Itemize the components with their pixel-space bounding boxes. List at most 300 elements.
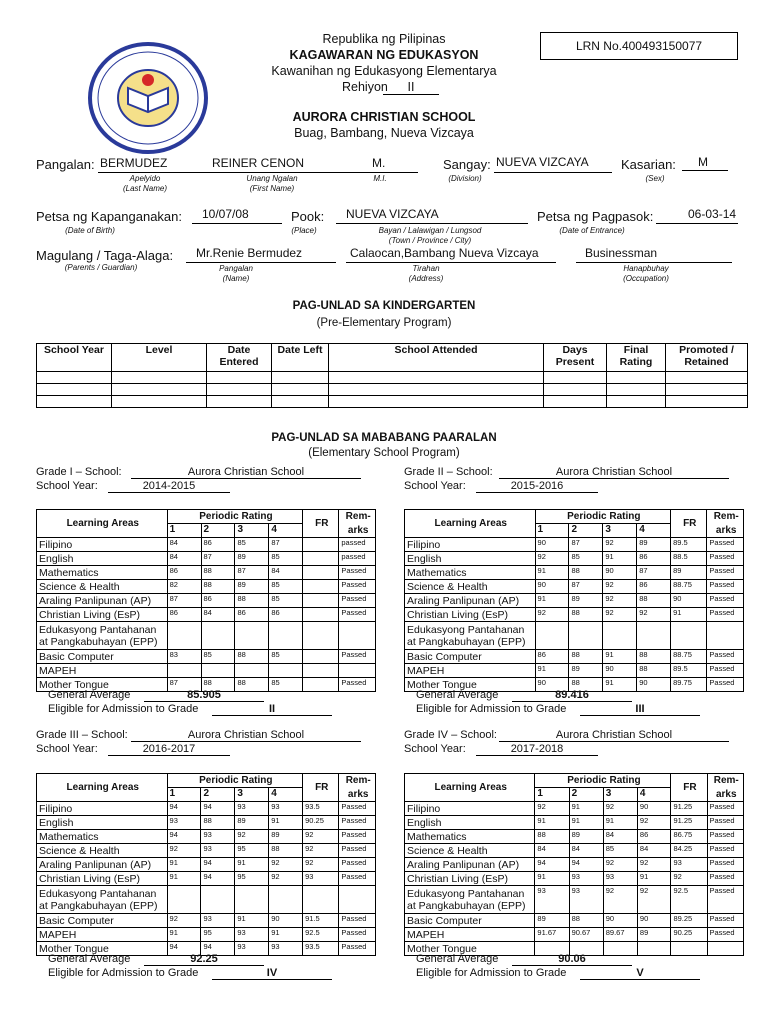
mi-sub: M.I. <box>373 174 387 183</box>
quarter-grade: 88 <box>235 678 269 692</box>
quarter-grade: 84 <box>201 608 235 622</box>
quarter-grade: 88 <box>637 664 671 678</box>
quarter-grade <box>201 664 235 678</box>
remarks-value: Passed <box>339 914 376 928</box>
table-row <box>405 552 744 566</box>
final-rating <box>303 580 339 594</box>
learning-area-cell <box>405 928 535 942</box>
quarter-grade: 90 <box>535 538 569 552</box>
remarks-value: Passed <box>707 816 744 830</box>
quarter-grade: 92 <box>603 580 637 594</box>
quarter-grade: 87 <box>569 580 603 594</box>
table-row <box>37 580 376 594</box>
final-rating: 92 <box>303 830 339 844</box>
remarks-value: Passed <box>707 678 744 692</box>
quarter-grade: 89 <box>235 552 269 566</box>
eligible-grade-value: III <box>580 703 700 716</box>
final-rating: 86.75 <box>671 830 707 844</box>
remarks-value: Passed <box>339 608 376 622</box>
table-row <box>37 608 376 622</box>
kinder-col-days-present: Days Present <box>544 344 607 372</box>
quarter-grade: 92 <box>235 830 269 844</box>
q3-header: 3 <box>235 788 269 802</box>
quarter-grade: 86 <box>637 552 671 566</box>
learning-area-name: Science & Health <box>407 844 488 857</box>
place-sub: (Place) <box>291 226 317 235</box>
eligible-grade-value: V <box>580 967 700 980</box>
elementary-title: PAG-UNLAD SA MABABANG PAARALAN <box>271 432 497 444</box>
quarter-grade: 88 <box>569 678 603 692</box>
final-rating: 90.25 <box>671 928 707 942</box>
quarter-grade <box>235 622 269 650</box>
learning-area-name: Filipino <box>407 802 441 815</box>
last-name-sub: Apelyido <box>129 174 161 183</box>
grade-rating-table <box>404 773 744 956</box>
table-row <box>37 622 376 650</box>
school-year-value: 2016-2017 <box>108 743 230 756</box>
learning-area-name: Science & Health <box>407 580 488 593</box>
eligible-label: Eligible for Admission to Grade <box>48 967 199 979</box>
remarks-header: Rem- <box>707 510 744 524</box>
table-row <box>405 580 744 594</box>
learning-area-cell <box>37 608 168 622</box>
quarter-grade: 91 <box>269 928 303 942</box>
quarter-grade <box>235 886 269 914</box>
q3-header: 3 <box>603 524 637 538</box>
grade-school-value: Aurora Christian School <box>499 729 729 742</box>
quarter-grade: 88 <box>269 844 303 858</box>
learning-area-name: English <box>39 816 74 829</box>
final-rating: 90 <box>671 594 707 608</box>
learning-area-cell <box>405 594 536 608</box>
quarter-grade: 91 <box>603 552 637 566</box>
learning-area-name: Edukasyong Pantahanan <box>407 887 525 900</box>
quarter-grade: 95 <box>201 928 235 942</box>
final-rating <box>303 664 339 678</box>
quarter-grade <box>235 664 269 678</box>
remarks-value: Passed <box>339 816 376 830</box>
learning-area-name: Basic Computer <box>39 650 114 663</box>
learning-area-cell <box>37 816 168 830</box>
quarter-grade: 89 <box>269 830 303 844</box>
quarter-grade: 92 <box>603 594 637 608</box>
q2-header: 2 <box>569 788 603 802</box>
final-rating: 88.5 <box>671 552 707 566</box>
quarter-grade: 86 <box>167 566 201 580</box>
first-name-sub: Unang Ngalan <box>246 174 298 183</box>
learning-area-name: Mother Tongue <box>407 678 477 691</box>
quarter-grade: 90 <box>603 664 637 678</box>
learning-area-cell <box>405 844 535 858</box>
learning-area-name: Mathematics <box>407 830 467 843</box>
final-rating: 89.75 <box>671 678 707 692</box>
quarter-grade: 86 <box>235 608 269 622</box>
quarter-grade: 88 <box>201 566 235 580</box>
quarter-grade: 85 <box>235 538 269 552</box>
quarter-grade <box>535 622 569 650</box>
fr-header: FR <box>671 774 707 802</box>
department-heading: KAGAWARAN NG EDUKASYON <box>289 48 479 62</box>
quarter-grade: 87 <box>167 594 201 608</box>
remarks-value: Passed <box>339 580 376 594</box>
quarter-grade: 92 <box>269 858 303 872</box>
school-year-value: 2014-2015 <box>108 480 230 493</box>
quarter-grade <box>269 622 303 650</box>
parent-name-sub2: (Name) <box>222 274 250 283</box>
remarks-value: Passed <box>707 858 744 872</box>
remarks-value: Passed <box>707 886 744 914</box>
quarter-grade <box>201 622 235 650</box>
learning-area-cell <box>37 622 168 650</box>
final-rating: 91.25 <box>671 802 707 816</box>
quarter-grade: 94 <box>167 830 201 844</box>
first-name-value: REINER CENON <box>212 156 305 170</box>
final-rating: 89.5 <box>671 664 707 678</box>
q1-header: 1 <box>167 788 201 802</box>
q1-header: 1 <box>167 524 201 538</box>
quarter-grade: 89 <box>569 664 603 678</box>
quarter-grade <box>637 622 671 650</box>
periodic-rating-header: Periodic Rating <box>167 510 303 524</box>
final-rating: 93 <box>671 858 707 872</box>
remarks-value: Passed <box>339 844 376 858</box>
school-year-label: School Year: <box>36 480 98 492</box>
final-rating: 88.75 <box>671 580 707 594</box>
learning-area-name: Science & Health <box>39 844 120 857</box>
q3-header: 3 <box>603 788 637 802</box>
table-row <box>405 816 744 830</box>
remarks-value <box>339 664 376 678</box>
table-row <box>37 844 376 858</box>
learning-area-cell <box>405 608 536 622</box>
quarter-grade: 87 <box>167 678 201 692</box>
learning-area-name: Science & Health <box>39 580 120 593</box>
final-rating: 91 <box>671 608 707 622</box>
quarter-grade: 84 <box>637 844 671 858</box>
quarter-grade: 88 <box>235 594 269 608</box>
final-rating <box>303 594 339 608</box>
quarter-grade: 84 <box>569 844 603 858</box>
remarks-header-2: arks <box>339 788 376 802</box>
kinder-col-school-attended: School Attended <box>329 344 544 372</box>
table-row <box>37 664 376 678</box>
quarter-grade: 94 <box>201 942 235 956</box>
entrance-value: 06-03-14 <box>688 207 737 221</box>
quarter-grade: 91 <box>535 816 569 830</box>
quarter-grade: 91 <box>167 858 201 872</box>
region-value: II <box>383 80 439 95</box>
table-row <box>37 816 376 830</box>
school-year-value: 2015-2016 <box>476 480 598 493</box>
quarter-grade: 84 <box>269 566 303 580</box>
table-row <box>37 552 376 566</box>
dob-value: 10/07/08 <box>202 207 249 221</box>
quarter-grade: 92 <box>637 816 671 830</box>
remarks-value: Passed <box>707 872 744 886</box>
school-year-label: School Year: <box>404 480 466 492</box>
school-name-heading: AURORA CHRISTIAN SCHOOL <box>292 110 476 124</box>
learning-areas-header: Learning Areas <box>37 510 168 538</box>
remarks-value: Passed <box>707 914 744 928</box>
general-average-label: General Average <box>48 953 131 965</box>
learning-area-name: Araling Panlipunan (AP) <box>407 594 520 607</box>
quarter-grade: 84 <box>167 552 201 566</box>
learning-area-cell <box>405 830 535 844</box>
quarter-grade: 85 <box>269 594 303 608</box>
quarter-grade: 88 <box>637 594 671 608</box>
quarter-grade: 89 <box>637 538 671 552</box>
final-rating: 89 <box>671 566 707 580</box>
table-row <box>37 858 376 872</box>
quarter-grade: 87 <box>201 552 235 566</box>
quarter-grade: 93 <box>201 914 235 928</box>
learning-area-cell <box>37 858 168 872</box>
learning-area-cell <box>405 650 536 664</box>
republic-heading: Republika ng Pilipinas <box>322 32 446 46</box>
quarter-grade <box>167 664 201 678</box>
final-rating: 92.5 <box>671 886 707 914</box>
quarter-grade: 89 <box>535 914 569 928</box>
remarks-value: Passed <box>339 830 376 844</box>
learning-area-name: Edukasyong Pantahanan <box>39 623 157 636</box>
bureau-heading: Kawanihan ng Edukasyong Elementarya <box>271 64 497 78</box>
table-row <box>37 928 376 942</box>
remarks-value: Passed <box>707 928 744 942</box>
learning-area-name: Mathematics <box>39 566 99 579</box>
quarter-grade: 86 <box>167 608 201 622</box>
final-rating <box>303 538 339 552</box>
learning-area-name: Basic Computer <box>39 914 114 927</box>
table-row <box>37 886 376 914</box>
q4-header: 4 <box>637 524 671 538</box>
quarter-grade <box>167 886 201 914</box>
entrance-sub: (Date of Entrance) <box>559 226 625 235</box>
quarter-grade: 88 <box>569 566 603 580</box>
parent-name-sub: Pangalan <box>219 264 253 273</box>
remarks-value <box>707 942 744 956</box>
table-row <box>37 566 376 580</box>
quarter-grade: 91 <box>569 802 603 816</box>
quarter-grade: 92 <box>603 608 637 622</box>
address-sub2: (Address) <box>408 274 444 283</box>
q4-header: 4 <box>269 524 303 538</box>
quarter-grade: 90 <box>535 580 569 594</box>
place-label: Pook: <box>291 209 325 224</box>
quarter-grade: 87 <box>569 538 603 552</box>
quarter-grade: 94 <box>569 858 603 872</box>
remarks-value: Passed <box>339 802 376 816</box>
learning-area-name: MAPEH <box>407 664 445 677</box>
remarks-header-2: arks <box>339 524 376 538</box>
quarter-grade: 89.67 <box>603 928 637 942</box>
quarter-grade: 86 <box>637 830 671 844</box>
quarter-grade: 92 <box>603 886 637 914</box>
quarter-grade: 86 <box>201 538 235 552</box>
eligible-grade-value: IV <box>212 967 332 980</box>
learning-area-name: English <box>407 552 442 565</box>
kinder-col-level: Level <box>112 344 207 372</box>
grade-rating-table <box>36 773 376 956</box>
last-name-value: BERMUDEZ <box>100 156 168 170</box>
remarks-value: Passed <box>707 830 744 844</box>
table-row <box>405 844 744 858</box>
final-rating: 93.5 <box>303 802 339 816</box>
quarter-grade <box>269 664 303 678</box>
remarks-value: Passed <box>339 942 376 956</box>
table-row <box>37 872 376 886</box>
quarter-grade: 88 <box>569 914 603 928</box>
grade-school-value: Aurora Christian School <box>499 466 729 479</box>
quarter-grade: 91 <box>535 594 569 608</box>
kindergarten-subtitle: (Pre-Elementary Program) <box>316 317 452 329</box>
fr-header: FR <box>671 510 707 538</box>
remarks-value: Passed <box>707 538 744 552</box>
town-sub2: (Town / Province / City) <box>388 236 472 245</box>
lrn-box: LRN No.400493150077 <box>540 32 738 60</box>
quarter-grade <box>201 886 235 914</box>
grade-rating-table <box>404 509 744 692</box>
learning-area-cell <box>405 872 535 886</box>
remarks-value <box>339 622 376 650</box>
table-row <box>405 830 744 844</box>
quarter-grade: 85 <box>269 580 303 594</box>
learning-area-name: English <box>407 816 442 829</box>
quarter-grade: 92 <box>603 802 637 816</box>
eligible-label: Eligible for Admission to Grade <box>416 967 567 979</box>
learning-area-cell <box>37 914 168 928</box>
quarter-grade: 88 <box>201 678 235 692</box>
quarter-grade: 92 <box>637 886 671 914</box>
kinder-col-school-year: School Year <box>37 344 112 372</box>
table-row <box>37 594 376 608</box>
quarter-grade: 91 <box>269 816 303 830</box>
entrance-label: Petsa ng Pagpasok: <box>537 209 654 224</box>
remarks-value: Passed <box>339 566 376 580</box>
remarks-value: Passed <box>707 650 744 664</box>
quarter-grade: 91 <box>235 858 269 872</box>
learning-area-cell <box>37 566 168 580</box>
table-row <box>37 538 376 552</box>
final-rating: 92 <box>671 872 707 886</box>
remarks-value: Passed <box>707 608 744 622</box>
learning-area-name-2: at Pangkabuhayan (EPP) <box>407 899 526 912</box>
learning-area-cell <box>405 622 536 650</box>
final-rating: 84.25 <box>671 844 707 858</box>
learning-area-cell <box>405 886 535 914</box>
quarter-grade: 88 <box>235 650 269 664</box>
quarter-grade: 93 <box>569 886 603 914</box>
general-average-label: General Average <box>416 953 499 965</box>
sex-label: Kasarian: <box>621 157 676 172</box>
quarter-grade: 91.67 <box>535 928 569 942</box>
quarter-grade: 94 <box>535 858 569 872</box>
quarter-grade: 87 <box>235 566 269 580</box>
quarter-grade: 90 <box>637 678 671 692</box>
learning-area-name: Filipino <box>39 802 73 815</box>
table-row <box>405 538 744 552</box>
quarter-grade: 90 <box>637 914 671 928</box>
quarter-grade: 94 <box>201 802 235 816</box>
quarter-grade: 90 <box>269 914 303 928</box>
general-average-label: General Average <box>416 689 499 701</box>
first-name-sub2: (First Name) <box>249 184 295 193</box>
final-rating: 92 <box>303 844 339 858</box>
grade-school-label: Grade I – School: <box>36 466 122 478</box>
quarter-grade: 93 <box>167 816 201 830</box>
learning-area-cell <box>37 928 168 942</box>
remarks-value: Passed <box>707 664 744 678</box>
remarks-header: Rem- <box>707 774 744 788</box>
remarks-value: Passed <box>707 594 744 608</box>
general-average-value: 85.905 <box>144 689 264 702</box>
final-rating: 93.5 <box>303 942 339 956</box>
quarter-grade: 91 <box>569 816 603 830</box>
learning-area-cell <box>405 816 535 830</box>
learning-area-cell <box>37 650 168 664</box>
quarter-grade: 90 <box>535 678 569 692</box>
learning-areas-header: Learning Areas <box>405 774 535 802</box>
q3-header: 3 <box>235 524 269 538</box>
q4-header: 4 <box>269 788 303 802</box>
final-rating <box>303 608 339 622</box>
periodic-rating-header: Periodic Rating <box>535 774 671 788</box>
learning-area-cell <box>405 566 536 580</box>
general-average-value: 89.416 <box>512 689 632 702</box>
quarter-grade: 87 <box>637 566 671 580</box>
quarter-grade: 92 <box>637 858 671 872</box>
learning-area-name: Mother Tongue <box>39 942 109 955</box>
quarter-grade: 93 <box>269 802 303 816</box>
quarter-grade: 92 <box>535 608 569 622</box>
quarter-grade <box>269 886 303 914</box>
learning-area-name: Filipino <box>407 538 441 551</box>
quarter-grade: 91 <box>637 872 671 886</box>
quarter-grade: 92 <box>535 802 569 816</box>
learning-area-cell <box>37 802 168 816</box>
quarter-grade: 93 <box>269 942 303 956</box>
remarks-header: Rem- <box>339 510 376 524</box>
remarks-header-2: arks <box>707 788 744 802</box>
quarter-grade: 86 <box>269 608 303 622</box>
fr-header: FR <box>303 510 339 538</box>
learning-area-cell <box>405 552 536 566</box>
final-rating <box>671 622 707 650</box>
quarter-grade: 89 <box>569 830 603 844</box>
learning-area-name: Christian Living (EsP) <box>39 872 140 885</box>
quarter-grade <box>603 622 637 650</box>
learning-area-cell <box>37 664 168 678</box>
grade-school-label: Grade III – School: <box>36 729 128 741</box>
quarter-grade: 91 <box>235 914 269 928</box>
learning-area-name: MAPEH <box>407 928 445 941</box>
learning-area-name: Mother Tongue <box>39 678 109 691</box>
q2-header: 2 <box>201 788 235 802</box>
final-rating: 93 <box>303 872 339 886</box>
q4-header: 4 <box>637 788 671 802</box>
quarter-grade: 93 <box>235 802 269 816</box>
quarter-grade: 85 <box>569 552 603 566</box>
parent-label: Magulang / Taga-Alaga: <box>36 248 174 263</box>
learning-area-name: Araling Panlipunan (AP) <box>407 858 520 871</box>
fr-header: FR <box>303 774 339 802</box>
learning-areas-header: Learning Areas <box>37 774 168 802</box>
learning-area-name: Mother Tongue <box>407 942 477 955</box>
elementary-subtitle: (Elementary School Program) <box>308 447 460 459</box>
division-sub: (Division) <box>448 174 482 183</box>
quarter-grade: 88 <box>569 650 603 664</box>
learning-area-cell <box>405 802 535 816</box>
eligible-label: Eligible for Admission to Grade <box>48 703 199 715</box>
